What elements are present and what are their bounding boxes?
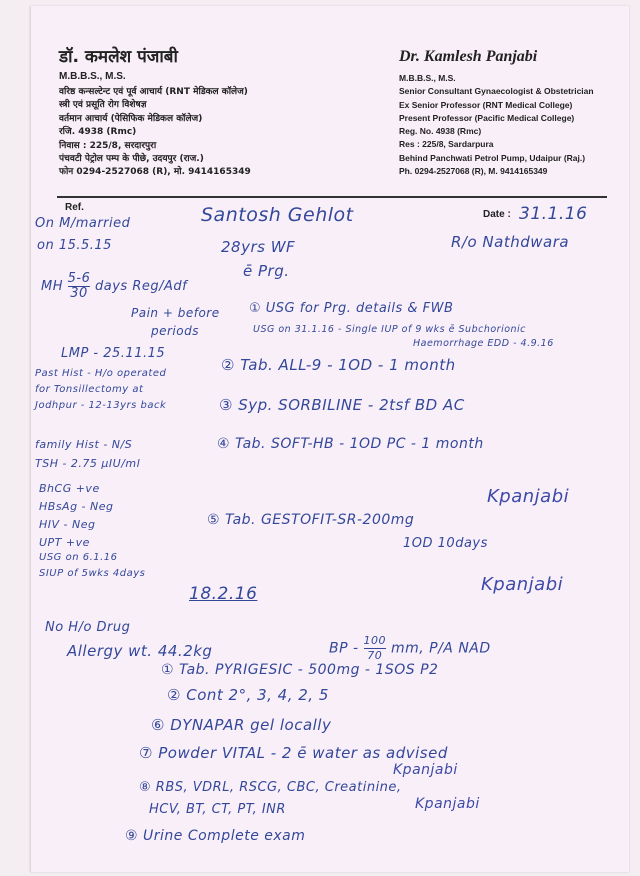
past-history-1: Past Hist - H/o operated xyxy=(35,368,167,379)
followup-date: 18.2.16 xyxy=(189,584,258,604)
bp-fraction xyxy=(364,634,387,663)
header-en-line: Ph. 0294-2527068 (R), M. 9414165349 xyxy=(399,166,548,177)
rx-item-1-usg-result: USG on 31.1.16 - Single IUP of 9 wks ē Subchorionic xyxy=(253,324,526,335)
doctor-signature: Kpanjabi xyxy=(487,486,570,507)
allergy-weight: Allergy wt. 44.2kg xyxy=(67,642,213,660)
rx-item-5-duration: 1OD 10days xyxy=(403,536,488,551)
usg-date: USG on 6.1.16 xyxy=(39,552,118,563)
followup-rx-3: ⑥ DYNAPAR gel locally xyxy=(151,716,332,734)
degree-hindi: M.B.B.S., M.S. xyxy=(59,71,126,82)
bp-systolic: 100 xyxy=(363,634,387,647)
pain-note-periods: periods xyxy=(151,324,199,338)
header-english xyxy=(399,48,629,178)
header-hi-line: स्त्री एवं प्रसूति रोग विशेषज्ञ xyxy=(59,100,147,111)
pregnancy-status: ē Prg. xyxy=(243,262,290,280)
siup-finding: SIUP of 5wks 4days xyxy=(39,568,146,579)
patient-age: 28yrs WF xyxy=(221,238,296,256)
rx-item-3: ③ Syp. SORBILINE - 2tsf BD AC xyxy=(219,396,465,414)
rx-item-1-edd: Haemorrhage EDD - 4.9.16 xyxy=(413,338,554,349)
degree-english: M.B.B.S., M.S. xyxy=(399,73,456,83)
family-history: family Hist - N/S xyxy=(35,438,133,451)
bhcg-result: BhCG +ve xyxy=(39,482,100,495)
lmp: LMP - 25.11.15 xyxy=(61,346,166,361)
followup-rx-5-tests: HCV, BT, CT, PT, INR xyxy=(149,802,286,817)
bp-diastolic: 70 xyxy=(367,649,383,662)
followup-rx-5: ⑧ RBS, VDRL, RSCG, CBC, Creatinine, xyxy=(139,780,402,795)
header-hi-line: पंचवटी पेट्रोल पम्प के पीछे, उदयपुर (राज.) xyxy=(59,154,204,165)
header-hi-line: वरिष्ठ कन्सल्टेन्ट एवं पूर्व आचार्य (RNT मेडिकल कॉलेज) xyxy=(59,87,248,97)
prescription-sheet xyxy=(30,6,629,872)
patient-name: Santosh Gehlot xyxy=(201,204,354,226)
rx-item-5: ⑤ Tab. GESTOFIT-SR-200mg xyxy=(207,512,415,528)
menstrual-history xyxy=(41,272,187,301)
followup-rx-6: ⑨ Urine Complete exam xyxy=(125,828,306,844)
rx-item-2: ② Tab. ALL-9 - 1OD - 1 month xyxy=(221,356,456,374)
doctor-signature: Kpanjabi xyxy=(393,762,458,778)
mh-cycle-note: days Reg/Adf xyxy=(95,279,188,294)
rx-item-4: ④ Tab. SOFT-HB - 1OD PC - 1 month xyxy=(217,436,484,452)
followup-rx-4: ⑦ Powder VITAL - 2 ē water as advised xyxy=(139,744,448,762)
past-history-2: for Tonsillectomy at xyxy=(35,384,144,395)
header-en-line: Ex Senior Professor (RNT Medical College) xyxy=(399,99,573,110)
hbsag-result: HBsAg - Neg xyxy=(39,500,114,513)
upt-result: UPT +ve xyxy=(39,536,90,549)
header-hi-line: निवास : 225/8, सरदारपुरा xyxy=(59,140,157,151)
doctor-signature: Kpanjabi xyxy=(415,796,480,812)
header-hi-line: रजि. 4938 (Rmc) xyxy=(59,127,137,138)
header-en-line: Behind Panchwati Petrol Pump, Udaipur (Raj.) xyxy=(399,152,586,163)
past-history-3: Jodhpur - 12-13yrs back xyxy=(35,400,167,411)
header-en-line: Reg. No. 4938 (Rmc) xyxy=(399,126,482,137)
header-hindi xyxy=(59,44,359,180)
patient-residence: R/o Nathdwara xyxy=(451,233,570,251)
bp-tail: mm, P/A NAD xyxy=(390,640,491,657)
date-label: Date : xyxy=(483,209,511,220)
doctor-name-english: Dr. Kamlesh Panjabi xyxy=(399,48,538,65)
header-divider xyxy=(57,196,607,198)
visit-date: 31.1.16 xyxy=(519,204,588,224)
tsh-value: TSH - 2.75 µIU/ml xyxy=(35,457,141,470)
header-en-line: Res : 225/8, Sardarpura xyxy=(399,139,494,150)
mh-cycle-fraction xyxy=(68,272,91,301)
bp-label: BP - xyxy=(329,640,359,657)
pain-note: Pain + before xyxy=(131,306,220,320)
ref-label: Ref. xyxy=(65,202,84,213)
header-hi-line: फोन 0294-2527068 (R), मो. 9414165349 xyxy=(59,167,251,178)
header-hi-line: वर्तमान आचार्य (पेसिफिक मेडिकल कॉलेज) xyxy=(59,113,203,124)
hiv-result: HIV - Neg xyxy=(39,518,96,531)
mh-cycle-days: 5-6 xyxy=(67,271,91,286)
married-note: On M/married xyxy=(35,216,131,231)
no-drug-history: No H/o Drug xyxy=(45,620,131,635)
rx-item-1: ① USG for Prg. details & FWB xyxy=(249,301,454,316)
header-en-line: Present Professor (Pacific Medical College) xyxy=(399,112,575,123)
followup-rx-2: ② Cont 2°, 3, 4, 2, 5 xyxy=(167,686,329,704)
blood-pressure xyxy=(329,634,491,663)
mh-label: MH xyxy=(41,279,63,294)
doctor-name-hindi: डॉ. कमलेश पंजाबी xyxy=(59,47,178,67)
mh-cycle-length: 30 xyxy=(70,286,88,301)
followup-rx-1: ① Tab. PYRIGESIC - 500mg - 1SOS P2 xyxy=(161,662,439,678)
doctor-signature: Kpanjabi xyxy=(481,574,564,595)
married-date: on 15.5.15 xyxy=(37,238,112,253)
header-en-line: Senior Consultant Gynaecologist & Obstetrician xyxy=(399,86,594,97)
